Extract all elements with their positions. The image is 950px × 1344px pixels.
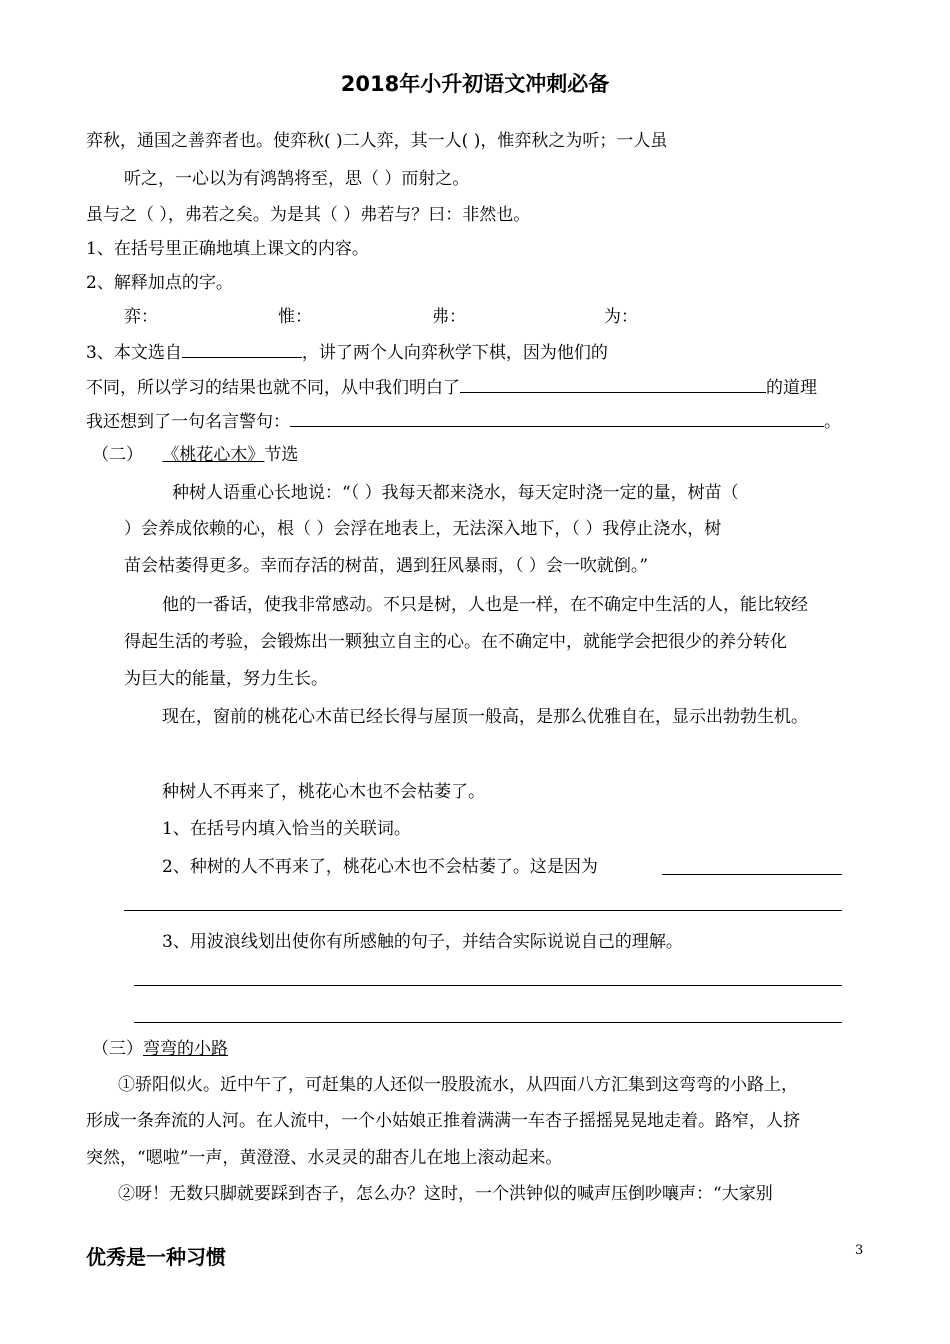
question-1: 1、在括号里正确地填上课文的内容。 [86,239,369,259]
answer-line[interactable] [134,1022,842,1023]
define-item: 惟： [278,307,312,327]
section-heading [92,444,298,466]
footer-motto: 优秀是一种习惯 [86,1245,226,1269]
passage-line: 为巨大的能量，努力生长。 [124,669,328,689]
question-3-text: ，讲了两个人向弈秋学下棋，因为他们的 [301,343,608,363]
passage-line: 形成一条奔流的人河。在人流中，一个小姑娘正推着满满一车杏子摇摇晃晃地走着。路窄，人挤 [86,1111,800,1131]
question-3-text: 的道理 [766,378,817,398]
section-number: （二） [92,445,143,465]
passage-line: 现在，窗前的桃花心木苗已经长得与屋顶一般高，是那么优雅自在，显示出勃勃生机。 [162,707,808,727]
section-suffix: 节选 [264,445,299,465]
question-3 [86,341,608,364]
passage-line: 他的一番话，使我非常感动。不只是树，人也是一样，在不确定中生活的人，能比较经 [162,595,808,615]
define-item: 为： [604,307,638,327]
section-title: 《桃花心木》 [162,445,265,465]
define-item: 弈： [124,307,158,327]
passage-line: 虽与之（ ），弗若之矣。为是其（ ）弗若与？曰：非然也。 [86,205,531,225]
question-3-text: 我还想到了一句名言警句： [86,412,290,432]
passage-line: 苗会枯萎得更多。幸而存活的树苗，遇到狂风暴雨，（ ）会一吹就倒。” [124,556,649,576]
question-1: 1、在括号内填入恰当的关联词。 [162,819,411,839]
question-3: 3、用波浪线划出使你有所感触的句子，并结合实际说说自己的理解。 [162,932,683,952]
answer-blank[interactable] [182,341,302,358]
section-title: 弯弯的小路 [143,1039,228,1059]
answer-line[interactable] [124,910,842,911]
define-item: 弗： [432,307,466,327]
question-3-line3 [86,410,841,433]
passage-line: 种树人不再来了，桃花心木也不会枯萎了。 [162,782,485,802]
passage-line: ②呀！无数只脚就要踩到杏子，怎么办？这时，一个洪钟似的喊声压倒吵嚷声：“大家别 [118,1184,773,1204]
question-3-line2 [86,376,817,399]
passage-line: 弈秋，通国之善弈者也。使弈秋( )二人弈，其一人( )，惟弈秋之为听；一人虽 [86,131,668,151]
question-3-text: 3、本文选自 [86,343,182,363]
question-2: 2、种树的人不再来了，桃花心木也不会枯萎了。这是因为 [162,857,598,877]
section-heading [92,1038,228,1060]
question-3-text: 。 [824,412,841,432]
passage-line: 得起生活的考验，会锻炼出一颗独立自主的心。在不确定中，就能学会把很少的养分转化 [124,632,787,652]
page-title: 2018年小升初语文冲刺必备 [340,72,610,96]
passage-line: ）会养成依赖的心，根（ ）会浮在地表上，无法深入地下，（ ）我停止浇水，树 [124,519,722,539]
question-3-text: 不同，所以学习的结果也就不同，从中我们明白了 [86,378,460,398]
answer-blank[interactable] [290,410,824,427]
answer-blank[interactable] [460,376,766,393]
question-2: 2、解释加点的字。 [86,273,233,293]
passage-line: 突然，“嗯啦”一声，黄澄澄、水灵灵的甜杏儿在地上滚动起来。 [86,1148,563,1168]
page-number: 3 [855,1243,864,1258]
passage-line: 种树人语重心长地说：“（ ）我每天都来浇水，每天定时浇一定的量，树苗（ [172,483,739,503]
answer-line[interactable] [134,985,842,986]
answer-line[interactable] [662,874,842,875]
passage-line: ①骄阳似火。近中午了，可赶集的人还似一股股流水，从四面八方汇集到这弯弯的小路上， [118,1075,798,1095]
passage-line: 听之，一心以为有鸿鹄将至，思（ ）而射之。 [124,169,470,189]
section-number: （三） [92,1039,143,1059]
